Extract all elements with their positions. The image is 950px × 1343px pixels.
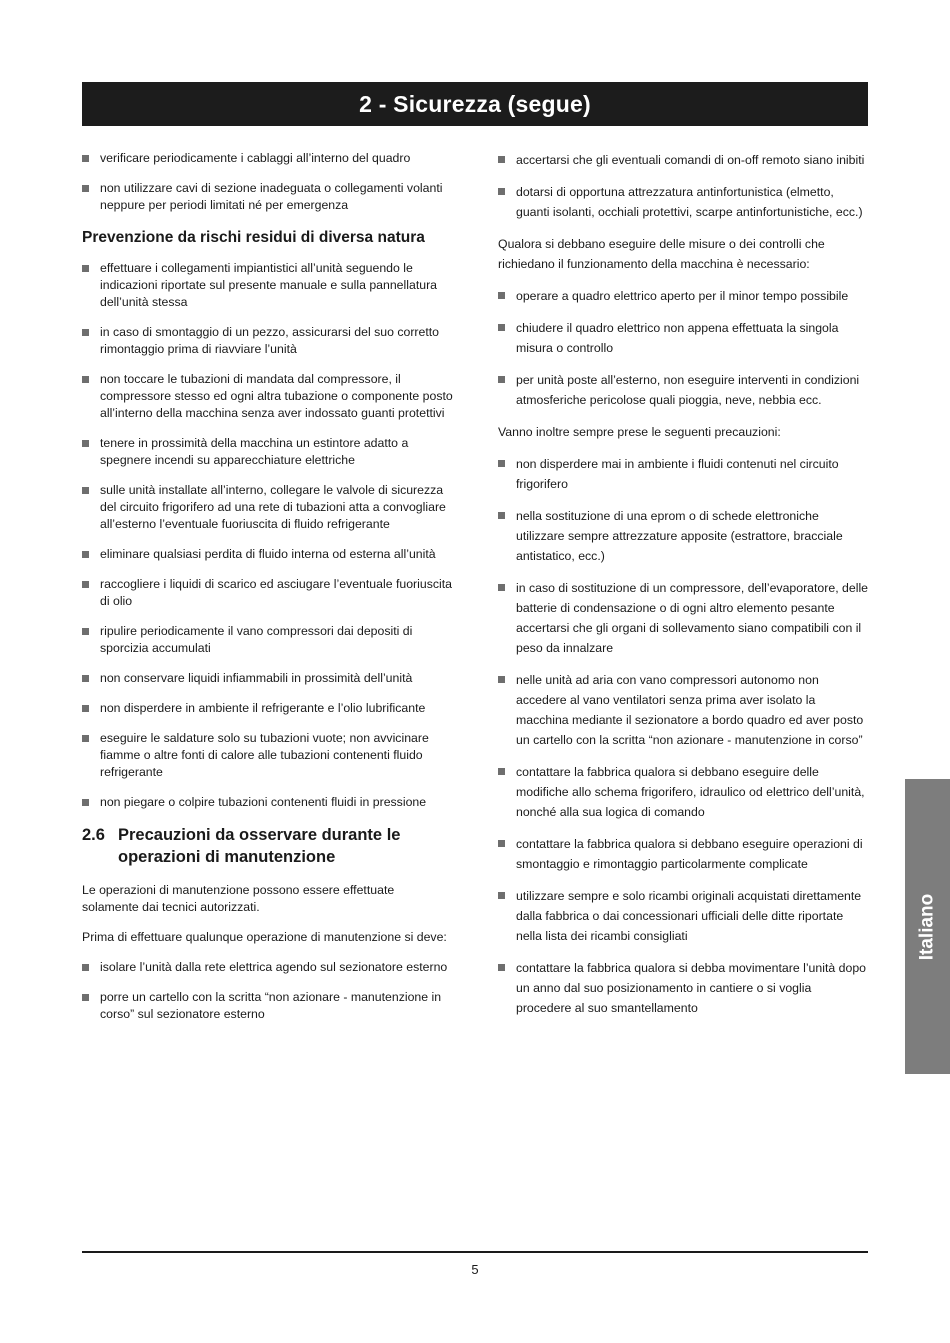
list-item: contattare la fabbrica qualora si debba movimentare l’unità dopo un anno dal suo posizionamento in cantiere o si voglia procedere al suo smantellamento [498, 958, 870, 1018]
list-item: contattare la fabbrica qualora si debbano eseguire delle modifiche allo schema frigorifero, idraulico od elettrico dell’unità, nonché alla sua logica di comando [498, 762, 870, 822]
bullet-square-icon [498, 892, 505, 899]
list-item: dotarsi di opportuna attrezzatura antinfortunistica (elmetto, guanti isolanti, occhiali protettivi, scarpe antinfortunistiche, ecc.) [498, 182, 870, 222]
bullet-square-icon [498, 512, 505, 519]
paragraph: Vanno inoltre sempre prese le seguenti precauzioni: [498, 425, 781, 439]
section-title: Precauzioni da osservare durante le operazioni di manutenzione [118, 826, 401, 866]
bullet-square-icon [82, 628, 89, 635]
list-item: in caso di sostituzione di un compressore, dell’evaporatore, delle batterie di condensazione o di ogni altro elemento pesante accertarsi che gli organi di sollevamento siano compatibili con il peso da innalzare [498, 578, 870, 658]
bullet-square-icon [82, 551, 89, 558]
list-item: utilizzare sempre e solo ricambi originali acquistati direttamente dalla fabbrica o dai concessionari ufficiali delle ditte riportate nella lista dei ricambi consigliati [498, 886, 870, 946]
list-item: non piegare o colpire tubazioni contenenti fluidi in pressione [82, 794, 454, 811]
bullet-square-icon [82, 675, 89, 682]
paragraph: Prima di effettuare qualunque operazione di manutenzione si deve: [82, 930, 447, 944]
list-item: non conservare liquidi infiammabili in prossimità dell’unità [82, 670, 454, 687]
bullet-square-icon [498, 676, 505, 683]
bullet-square-icon [498, 292, 505, 299]
list-item: accertarsi che gli eventuali comandi di on-off remoto siano inibiti [498, 150, 870, 170]
bullet-square-icon [82, 185, 89, 192]
precautions-list-1 [498, 150, 870, 222]
list-item: sulle unità installate all’interno, collegare le valvole di sicurezza del circuito frigorifero ad una rete di tubazioni atta a convogliare all’esterno l’eventuale fuoriuscita di fluido refrigerante [82, 482, 454, 533]
list-item: non utilizzare cavi di sezione inadeguata o collegamenti volanti neppure per periodi limitati né per emergenza [82, 180, 454, 214]
bullet-square-icon [498, 376, 505, 383]
bullet-square-icon [498, 768, 505, 775]
right-column [498, 150, 870, 1030]
bullet-square-icon [498, 156, 505, 163]
list-item: contattare la fabbrica qualora si debbano eseguire operazioni di smontaggio e rimontaggio particolarmente complicate [498, 834, 870, 874]
precautions-list-3 [498, 454, 870, 1018]
bullet-square-icon [82, 376, 89, 383]
bullet-square-icon [498, 584, 505, 591]
paragraph: Qualora si debbano eseguire delle misure o dei controlli che richiedano il funzionamento della macchina è necessario: [498, 237, 825, 271]
language-side-tab [905, 779, 950, 1074]
left-column [82, 150, 454, 1036]
list-item: non disperdere in ambiente il refrigerante e l’olio lubrificante [82, 700, 454, 717]
list-item: chiudere il quadro elettrico non appena effettuata la singola misura o controllo [498, 318, 870, 358]
list-item: non toccare le tubazioni di mandata dal compressore, il compressore stesso ed ogni altra tubazione o componente posto all’interno della macchina senza aver indossato guanti protettivi [82, 371, 454, 422]
list-item: non disperdere mai in ambiente i fluidi contenuti nel circuito frigorifero [498, 454, 870, 494]
section-header-bar [82, 82, 868, 126]
list-item: isolare l’unità dalla rete elettrica agendo sul sezionatore esterno [82, 959, 454, 976]
page-number: 5 [471, 1262, 479, 1277]
bullet-square-icon [498, 188, 505, 195]
language-label: Italiano [916, 893, 938, 960]
bullet-square-icon [498, 840, 505, 847]
subheading-residual-risks: Prevenzione da rischi residui di diversa natura [82, 229, 425, 246]
bullet-square-icon [82, 265, 89, 272]
bullet-square-icon [82, 994, 89, 1001]
bullet-square-icon [82, 329, 89, 336]
intro-list [82, 150, 454, 214]
list-item: porre un cartello con la scritta “non azionare - manutenzione in corso” sul sezionatore esterno [82, 989, 454, 1023]
list-item: tenere in prossimità della macchina un estintore adatto a spegnere incendi su apparecchiature elettriche [82, 435, 454, 469]
list-item: ripulire periodicamente il vano compressori dai depositi di sporcizia accumulati [82, 623, 454, 657]
list-item: operare a quadro elettrico aperto per il minor tempo possibile [498, 286, 870, 306]
bullet-square-icon [82, 705, 89, 712]
list-item: nella sostituzione di una eprom o di schede elettroniche utilizzare sempre attrezzature apposite (estrattore, bracciale antistatico, ecc.) [498, 506, 870, 566]
risk-list [82, 260, 454, 811]
list-item: in caso di smontaggio di un pezzo, assicurarsi del suo corretto rimontaggio prima di riavviare l’unità [82, 324, 454, 358]
maintenance-list [82, 959, 454, 1023]
bullet-square-icon [82, 155, 89, 162]
bullet-square-icon [82, 487, 89, 494]
bullet-square-icon [82, 440, 89, 447]
page-title: 2 - Sicurezza (segue) [359, 90, 591, 117]
bullet-square-icon [82, 964, 89, 971]
section-heading-maintenance [82, 824, 454, 868]
paragraph: Le operazioni di manutenzione possono essere effettuate solamente dai tecnici autorizzati. [82, 883, 395, 914]
section-number: 2.6 [82, 826, 105, 844]
bullet-square-icon [498, 324, 505, 331]
bullet-square-icon [82, 735, 89, 742]
precautions-list-2 [498, 286, 870, 410]
bullet-square-icon [498, 460, 505, 467]
list-item: per unità poste all’esterno, non eseguire interventi in condizioni atmosferiche pericolose quali pioggia, neve, nebbia ecc. [498, 370, 870, 410]
footer-divider [82, 1251, 868, 1253]
list-item: raccogliere i liquidi di scarico ed asciugare l’eventuale fuoriuscita di olio [82, 576, 454, 610]
list-item: eseguire le saldature solo su tubazioni vuote; non avvicinare fiamme o altre fonti di calore alle tubazioni contenenti fluido refrigerante [82, 730, 454, 781]
bullet-square-icon [82, 581, 89, 588]
bullet-square-icon [82, 799, 89, 806]
list-item: effettuare i collegamenti impiantistici all’unità seguendo le indicazioni riportate sul presente manuale e sulla pannellatura dell’unità stessa [82, 260, 454, 311]
bullet-square-icon [498, 964, 505, 971]
list-item: nelle unità ad aria con vano compressori autonomo non accedere al vano ventilatori senza prima aver isolato la macchina mediante il sezionatore a bordo quadro ed aver posto un cartello con la scritta “non azionare - manutenzione in corso” [498, 670, 870, 750]
list-item: verificare periodicamente i cablaggi all’interno del quadro [82, 150, 454, 167]
list-item: eliminare qualsiasi perdita di fluido interna od esterna all’unità [82, 546, 454, 563]
